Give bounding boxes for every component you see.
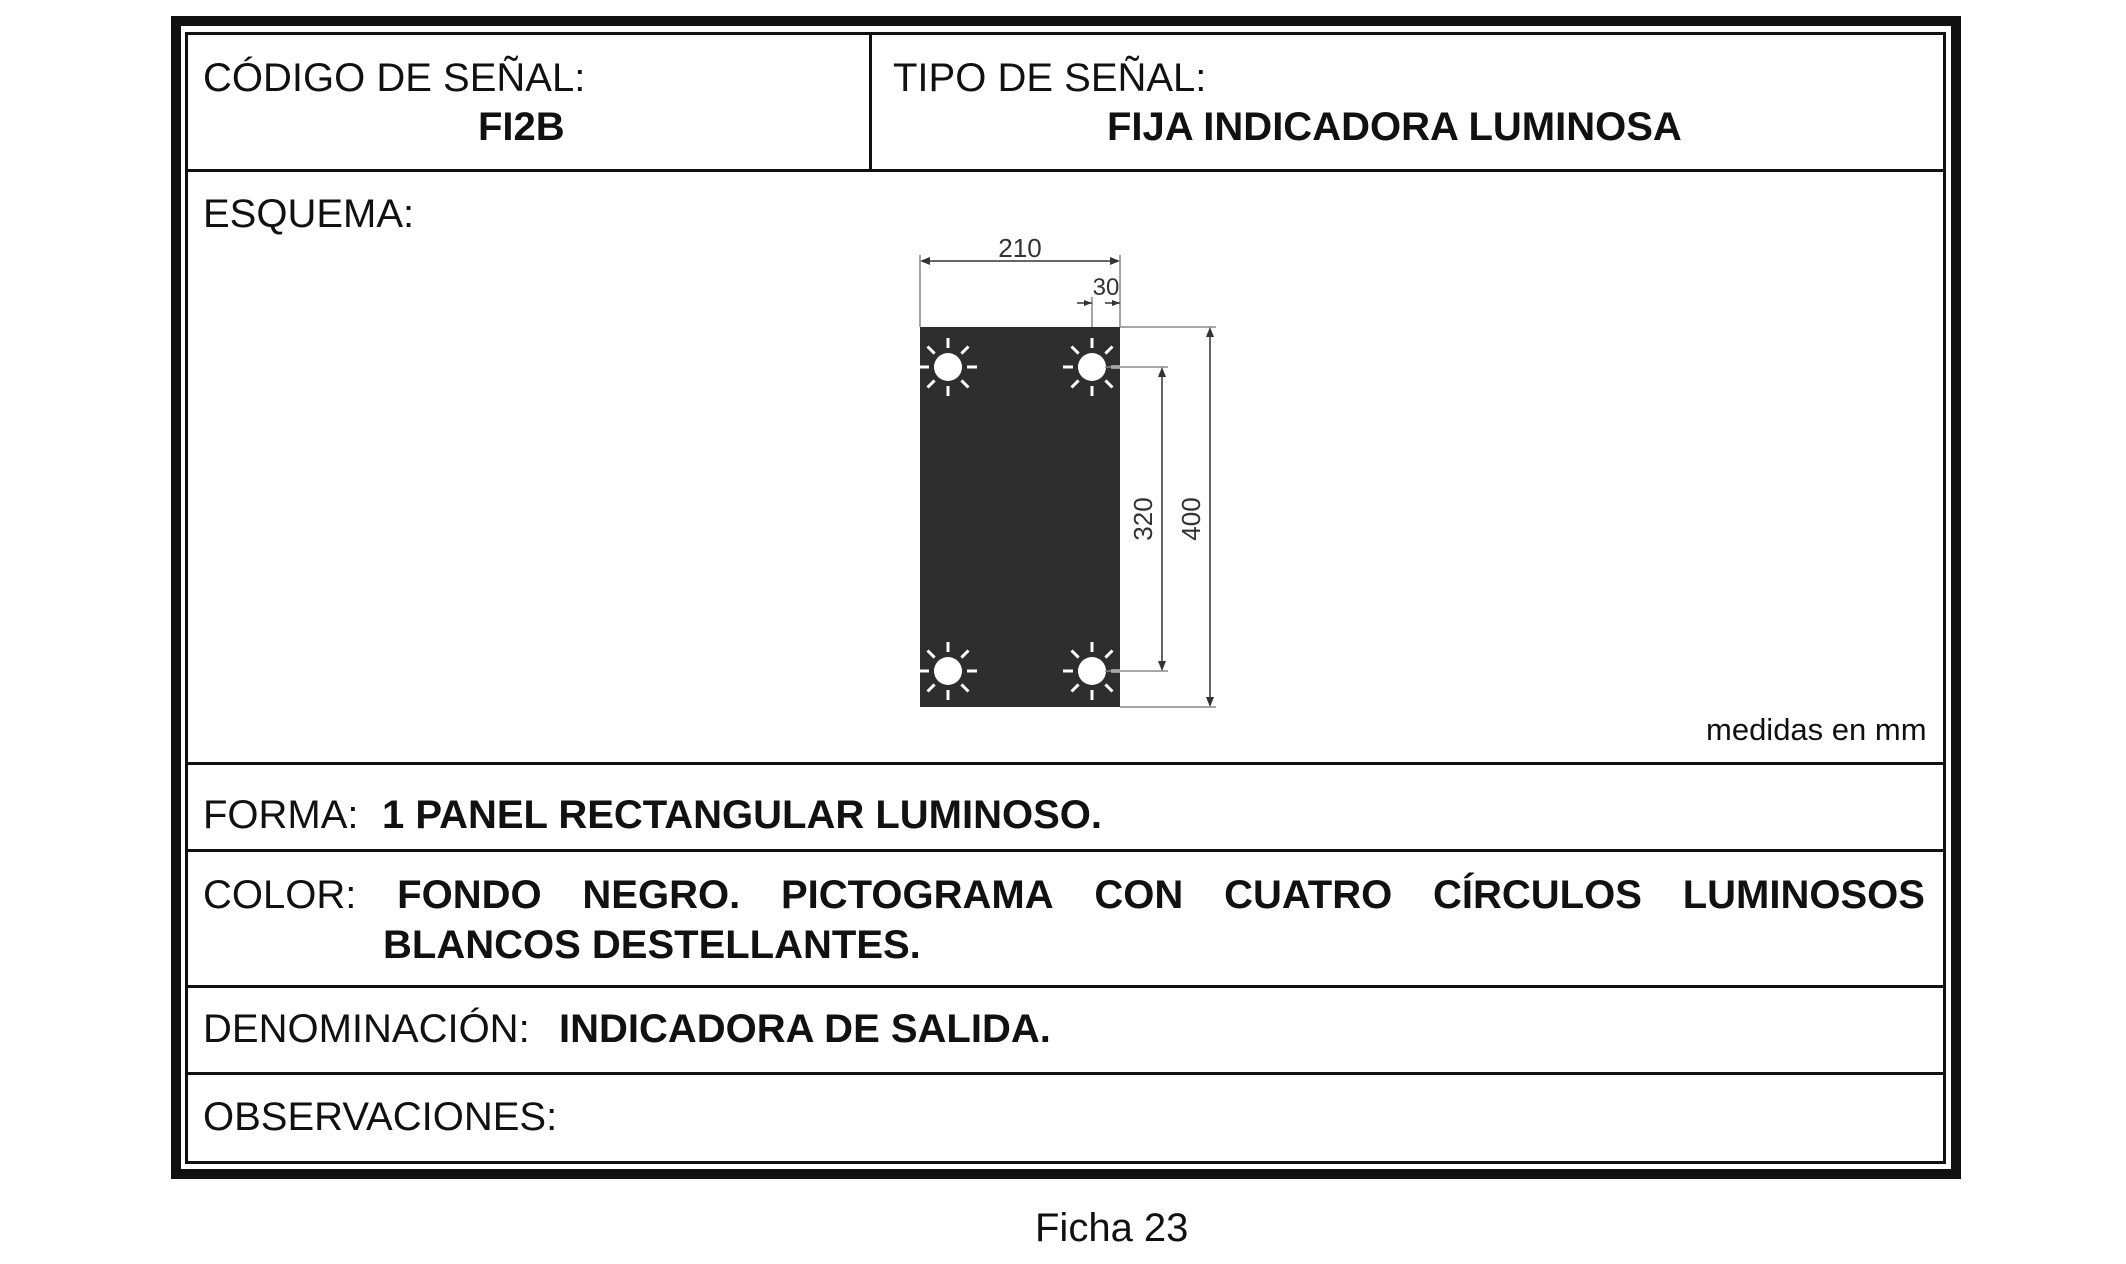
color-word: LUMINOSOS — [1682, 873, 1925, 917]
forma-value: 1 PANEL RECTANGULAR LUMINOSO. — [382, 793, 1103, 837]
observaciones-label: OBSERVACIONES: — [203, 1095, 558, 1139]
color-label: COLOR: — [203, 873, 357, 917]
forma-label: FORMA: — [203, 793, 359, 837]
color-word: CON — [1094, 873, 1184, 917]
denominacion-label: DENOMINACIÓN: — [203, 1007, 530, 1051]
divider-forma — [185, 849, 1946, 852]
color-word: PICTOGRAMA — [780, 873, 1054, 917]
tipo-label: TIPO DE SEÑAL: — [893, 56, 1207, 100]
tipo-value: FIJA INDICADORA LUMINOSA — [1107, 105, 1682, 149]
color-word: CÍRCULOS — [1433, 873, 1642, 917]
signal-schematic — [900, 225, 1230, 720]
divider-esquema — [185, 762, 1946, 765]
codigo-label: CÓDIGO DE SEÑAL: — [203, 56, 586, 100]
divider-denominacion — [185, 1072, 1946, 1075]
color-value-line-2: BLANCOS DESTELLANTES. — [383, 923, 921, 967]
denominacion-value: INDICADORA DE SALIDA. — [559, 1007, 1051, 1051]
dim-width-label: 210 — [998, 233, 1042, 263]
divider-color — [185, 985, 1946, 988]
divider-header-vertical — [869, 32, 872, 171]
units-note: medidas en mm — [1706, 712, 1927, 747]
color-word: FONDO — [397, 873, 542, 917]
dim-offset-label: 30 — [1092, 274, 1120, 301]
signal-panel — [920, 327, 1120, 707]
esquema-label: ESQUEMA: — [203, 192, 415, 236]
flashing-light-icon — [919, 338, 977, 396]
color-word: CUATRO — [1224, 873, 1393, 917]
dim-height-label: 400 — [1176, 497, 1206, 541]
dim-spacing-label: 320 — [1128, 497, 1158, 541]
ficha-caption: Ficha 23 — [1035, 1206, 1189, 1250]
divider-header — [185, 169, 1946, 172]
flashing-light-icon — [919, 642, 977, 700]
codigo-value: FI2B — [478, 105, 565, 149]
color-line-1 — [203, 871, 1925, 920]
color-word: NEGRO. — [582, 873, 741, 917]
